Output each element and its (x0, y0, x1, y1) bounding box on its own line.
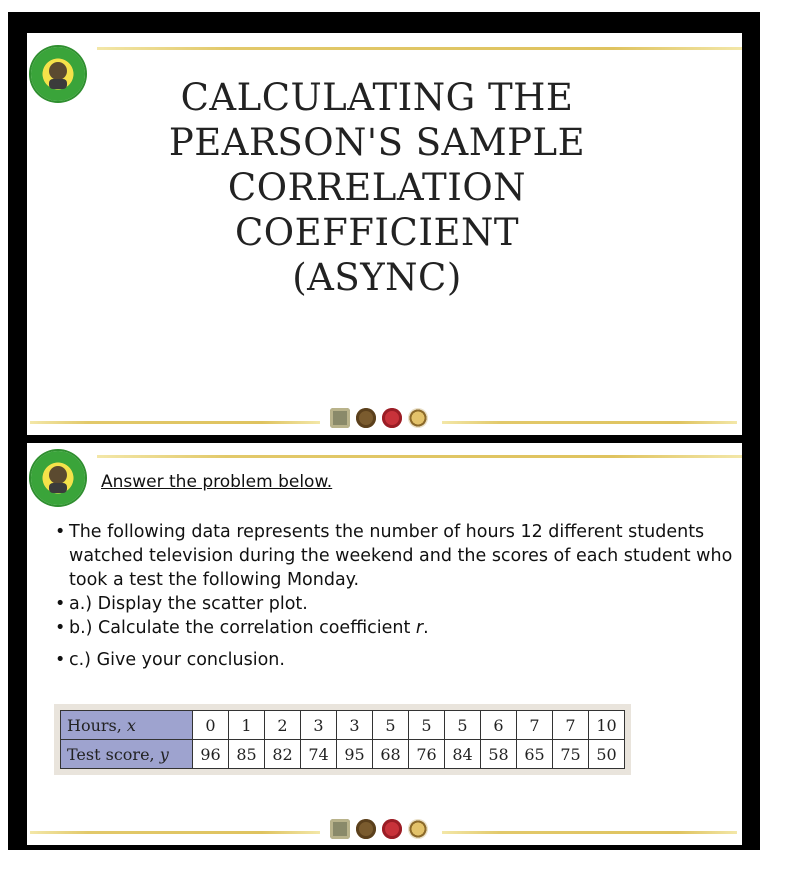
table-cell: 76 (409, 740, 445, 769)
table-cell: 2 (265, 711, 301, 740)
table-cell: 50 (589, 740, 625, 769)
emblem-red-icon (382, 408, 402, 428)
table-cell: 82 (265, 740, 301, 769)
emblem-globe-icon (408, 408, 428, 428)
bullet-icon: • (55, 522, 66, 542)
row-label: Test score, (67, 744, 160, 764)
portrait-icon (31, 451, 85, 505)
list-item (55, 592, 735, 616)
slide-title (127, 75, 627, 300)
row-var: x (126, 715, 136, 735)
row-var: y (159, 744, 169, 764)
row-header-scores (61, 740, 193, 769)
table-cell: 5 (373, 711, 409, 740)
table-cell: 74 (301, 740, 337, 769)
row-header-hours (61, 711, 193, 740)
title-line: COEFFICIENT (234, 211, 520, 254)
top-gold-rule (97, 455, 742, 458)
table-cell: 84 (445, 740, 481, 769)
bottom-gold-rule-right (442, 421, 737, 424)
table-cell: 7 (517, 711, 553, 740)
problem-slide (27, 443, 742, 845)
item-b-suffix: . (423, 618, 429, 638)
problem-paragraph: The following data represents the number of hours 12 different students watched television during the weekend and the scores of each student who took a test the following Monday. (69, 522, 733, 590)
item-b-text: b.) Calculate the correlation coefficient (69, 618, 416, 638)
table-cell: 3 (301, 711, 337, 740)
table-cell: 85 (229, 740, 265, 769)
title-slide (27, 33, 742, 435)
table-cell: 75 (553, 740, 589, 769)
bullet-icon: • (55, 650, 66, 670)
table-row-hours (61, 711, 625, 740)
problem-heading: Answer the problem below. (101, 472, 333, 492)
row-label: Hours, (67, 715, 127, 735)
table-cell: 96 (193, 740, 229, 769)
title-line: (ASYNC) (292, 256, 462, 299)
emblem-brown-icon (356, 819, 376, 839)
bottom-gold-rule-right (442, 831, 737, 834)
table-cell: 6 (481, 711, 517, 740)
data-table (60, 710, 625, 769)
table-cell: 1 (229, 711, 265, 740)
table-cell: 58 (481, 740, 517, 769)
bullet-icon: • (55, 594, 66, 614)
portrait-icon (31, 47, 85, 101)
emblem-red-icon (382, 819, 402, 839)
table-cell: 0 (193, 711, 229, 740)
bottom-gold-rule-left (30, 421, 320, 424)
table-cell: 10 (589, 711, 625, 740)
school-logo-icon (31, 451, 85, 505)
emblem-globe-icon (408, 819, 428, 839)
item-a: a.) Display the scatter plot. (69, 594, 308, 614)
list-item (55, 616, 735, 640)
title-line: CORRELATION (227, 166, 527, 209)
title-line: PEARSON'S SAMPLE (168, 121, 586, 164)
title-line: CALCULATING THE (180, 76, 574, 119)
bullet-icon: • (55, 618, 66, 638)
table-cell: 5 (409, 711, 445, 740)
emblem-square-icon (330, 408, 350, 428)
item-b (69, 616, 429, 640)
table-cell: 3 (337, 711, 373, 740)
list-item (55, 648, 735, 672)
table-cell: 5 (445, 711, 481, 740)
top-gold-rule (97, 47, 742, 50)
table-cell: 95 (337, 740, 373, 769)
table-cell: 7 (553, 711, 589, 740)
problem-text (55, 520, 735, 672)
footer-emblems (330, 408, 428, 428)
table-row-scores (61, 740, 625, 769)
bottom-gold-rule-left (30, 831, 320, 834)
r-symbol: r (415, 618, 424, 638)
list-item (55, 520, 735, 592)
emblem-brown-icon (356, 408, 376, 428)
item-c: c.) Give your conclusion. (69, 650, 285, 670)
table-cell: 65 (517, 740, 553, 769)
table-cell: 68 (373, 740, 409, 769)
footer-emblems (330, 819, 428, 839)
emblem-square-icon (330, 819, 350, 839)
school-logo-icon (31, 47, 85, 101)
